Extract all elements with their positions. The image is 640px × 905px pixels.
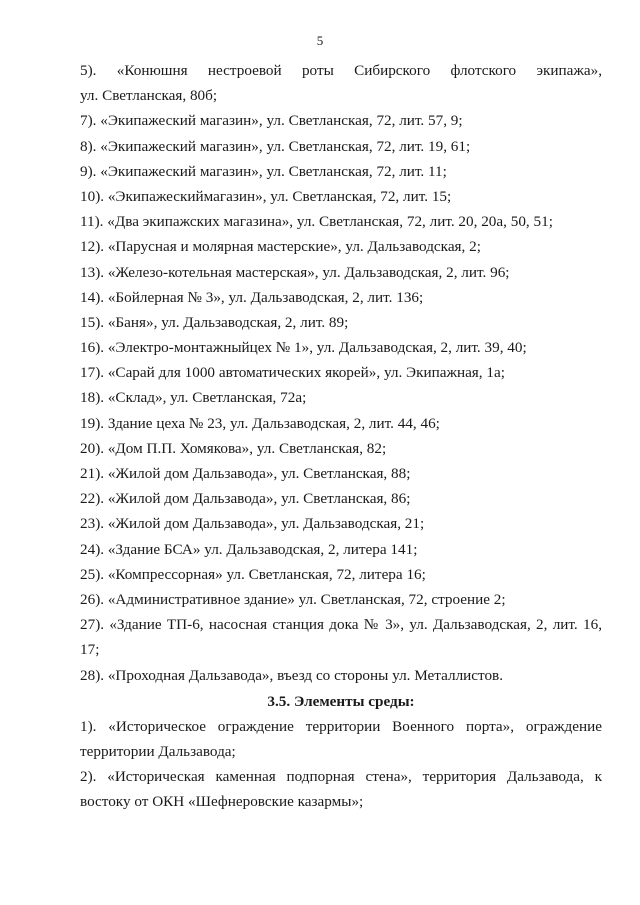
text-line: востоку от ОКН «Шефнеровские казармы»; <box>80 793 364 811</box>
text-line: 17; <box>80 641 100 659</box>
text-line: ул. Светланская, 80б; <box>80 87 218 105</box>
text-line: 14). «Бойлерная № 3», ул. Дальзаводская, 2, лит. 136; <box>80 288 424 306</box>
objects-list <box>80 58 602 688</box>
text-line: 22). «Жилой дом Дальзавода», ул. Светланская, 86; <box>80 490 411 508</box>
text-line: территории Дальзавода; <box>80 743 236 761</box>
text-line: 9). «Экипажеский магазин», ул. Светланская, 72, лит. 11; <box>80 162 447 180</box>
text-line: 2). «Историческая каменная подпорная стена», территория Дальзавода, к <box>80 768 602 786</box>
text-line: 18). «Склад», ул. Светланская, 72а; <box>80 389 307 407</box>
text-line: 28). «Проходная Дальзавода», въезд со стороны ул. Металлистов. <box>80 666 504 684</box>
text-line: 20). «Дом П.П. Хомякова», ул. Светланская, 82; <box>80 439 387 457</box>
text-line: 24). «Здание БСА» ул. Дальзаводская, 2, литера 141; <box>80 540 418 558</box>
section-heading: 3.5. Элементы среды: <box>267 692 415 710</box>
text-line: 19). Здание цеха № 23, ул. Дальзаводская, 2, лит. 44, 46; <box>80 414 440 432</box>
text-line: 23). «Жилой дом Дальзавода», ул. Дальзаводская, 21; <box>80 515 425 533</box>
environment-elements-list <box>80 714 602 815</box>
text-line: 25). «Компрессорная» ул. Светланская, 72, литера 16; <box>80 565 426 583</box>
text-line: 15). «Баня», ул. Дальзаводская, 2, лит. 89; <box>80 313 349 331</box>
text-line: 27). «Здание ТП-6, насосная станция дока № 3», ул. Дальзаводская, 2, лит. 16, <box>80 616 602 634</box>
text-line: 10). «Экипажескиймагазин», ул. Светланская, 72, лит. 15; <box>80 187 452 205</box>
text-line: 7). «Экипажеский магазин», ул. Светланская, 72, лит. 57, 9; <box>80 112 463 130</box>
text-line: 5). «Конюшня нестроевой роты Сибирского флотского экипажа», <box>80 62 602 79</box>
text-line: 13). «Железо-котельная мастерская», ул. Дальзаводская, 2, лит. 96; <box>80 263 510 281</box>
text-line: 16). «Электро-монтажныйцех № 1», ул. Дальзаводская, 2, лит. 39, 40; <box>80 339 527 357</box>
text-line: 11). «Два экипажских магазина», ул. Светланская, 72, лит. 20, 20а, 50, 51; <box>80 213 553 231</box>
document-body <box>80 58 602 815</box>
text-line: 1). «Историческое ограждение территории Военного порта», ограждение <box>80 717 602 735</box>
text-line: 8). «Экипажеский магазин», ул. Светланская, 72, лит. 19, 61; <box>80 137 471 155</box>
page-number: 5 <box>316 33 324 48</box>
text-line: 17). «Сарай для 1000 автоматических якорей», ул. Экипажная, 1а; <box>80 364 505 382</box>
text-line: 12). «Парусная и молярная мастерские», ул. Дальзаводская, 2; <box>80 238 481 256</box>
text-line: 26). «Административное здание» ул. Светланская, 72, строение 2; <box>80 590 506 608</box>
text-line: 21). «Жилой дом Дальзавода», ул. Светланская, 88; <box>80 465 411 482</box>
